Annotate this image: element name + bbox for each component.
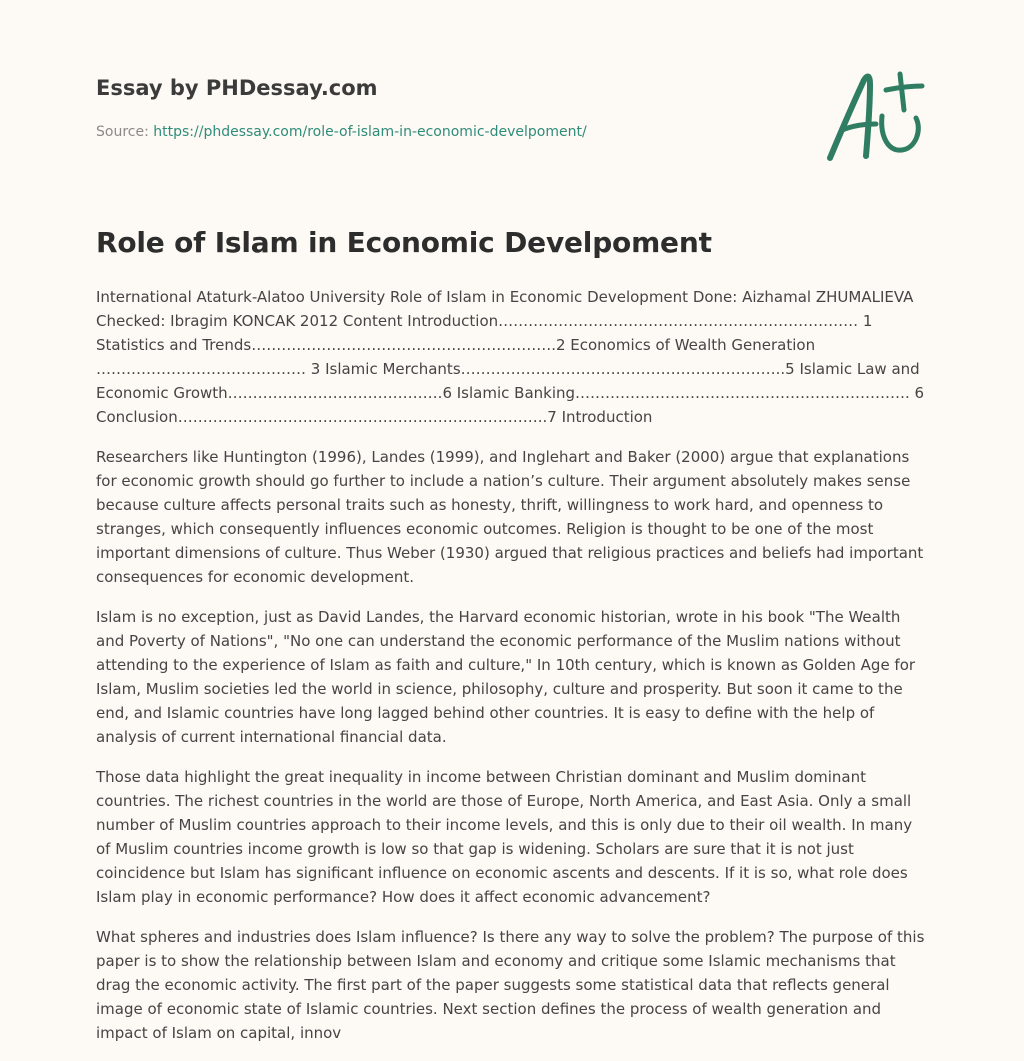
paragraph: What spheres and industries does Islam influence? Is there any way to solve the problem? The purpose of this paper is to show the relationship between Islam and economy and critique some Islamic mechanisms that drag the economic activity. The first part of the paper suggests some statistical data that reflects general image of economic state of Islamic countries. Next section defines the process of wealth generation and impact of Islam on capital, innov [96, 928, 925, 1042]
source-link[interactable]: https://phdessay.com/role-of-islam-in-economic-develpoment/ [153, 124, 587, 140]
paragraph-contents: International Ataturk-Alatoo University Role of Islam in Economic Development Done: Aizhamal ZHUMALIEVA Checked: Ibragim KONCAK 2012 Content Introduction……………………………………………………………… 1 Statistics and Trends…………………………………………………….2 Economics of Wealth Generation …………………………………… 3 Islamic Merchants………………………………………………………..5 Islamic Law and Economic Growth…………………………………….6 Islamic Banking…………………………………………………………. 6 Conclusion………………………………………………………………..7 Introduction [96, 288, 925, 426]
article-title: Role of Islam in Economic Develpoment [96, 226, 712, 259]
a-plus-grade-icon [818, 64, 930, 168]
paragraph: Islam is no exception, just as David Landes, the Harvard economic historian, wrote in his book "The Wealth and Poverty of Nations", "No one can understand the economic performance of the Muslim nations without attending to the experience of Islam as faith and culture," In 10th century, which is known as Golden Age for Islam, Muslim societies led the world in science, philosophy, culture and prosperity. But soon it came to the end, and Islamic countries have long lagged behind other countries. It is easy to define with the help of analysis of current international financial data. [96, 608, 916, 746]
site-brand: Essay by PHDessay.com [96, 76, 378, 100]
paragraph: Researchers like Huntington (1996), Landes (1999), and Inglehart and Baker (2000) argue that explanations for economic growth should go further to include a nation’s culture. Their argument absolutely makes sense because culture affects personal traits such as honesty, thrift, willingness to work hard, and openness to stranges, which consequently influences economic outcomes. Religion is thought to be one of the most important dimensions of culture. Thus Weber (1930) argued that religious practices and beliefs had important consequences for economic development. [96, 448, 924, 586]
source-label: Source: [96, 124, 154, 140]
paragraph: Those data highlight the great inequality in income between Christian dominant and Muslim dominant countries. The richest countries in the world are those of Europe, North America, and East Asia. Only a small number of Muslim countries approach to their income levels, and this is only due to their oil wealth. In many of Muslim countries income growth is low so that gap is widening. Scholars are sure that it is not just coincidence but Islam has significant influence on economic ascents and descents. If it is so, what role does Islam play in economic performance? How does it affect economic advancement? [96, 768, 913, 906]
source-line [96, 124, 587, 140]
article-body [96, 285, 930, 1061]
